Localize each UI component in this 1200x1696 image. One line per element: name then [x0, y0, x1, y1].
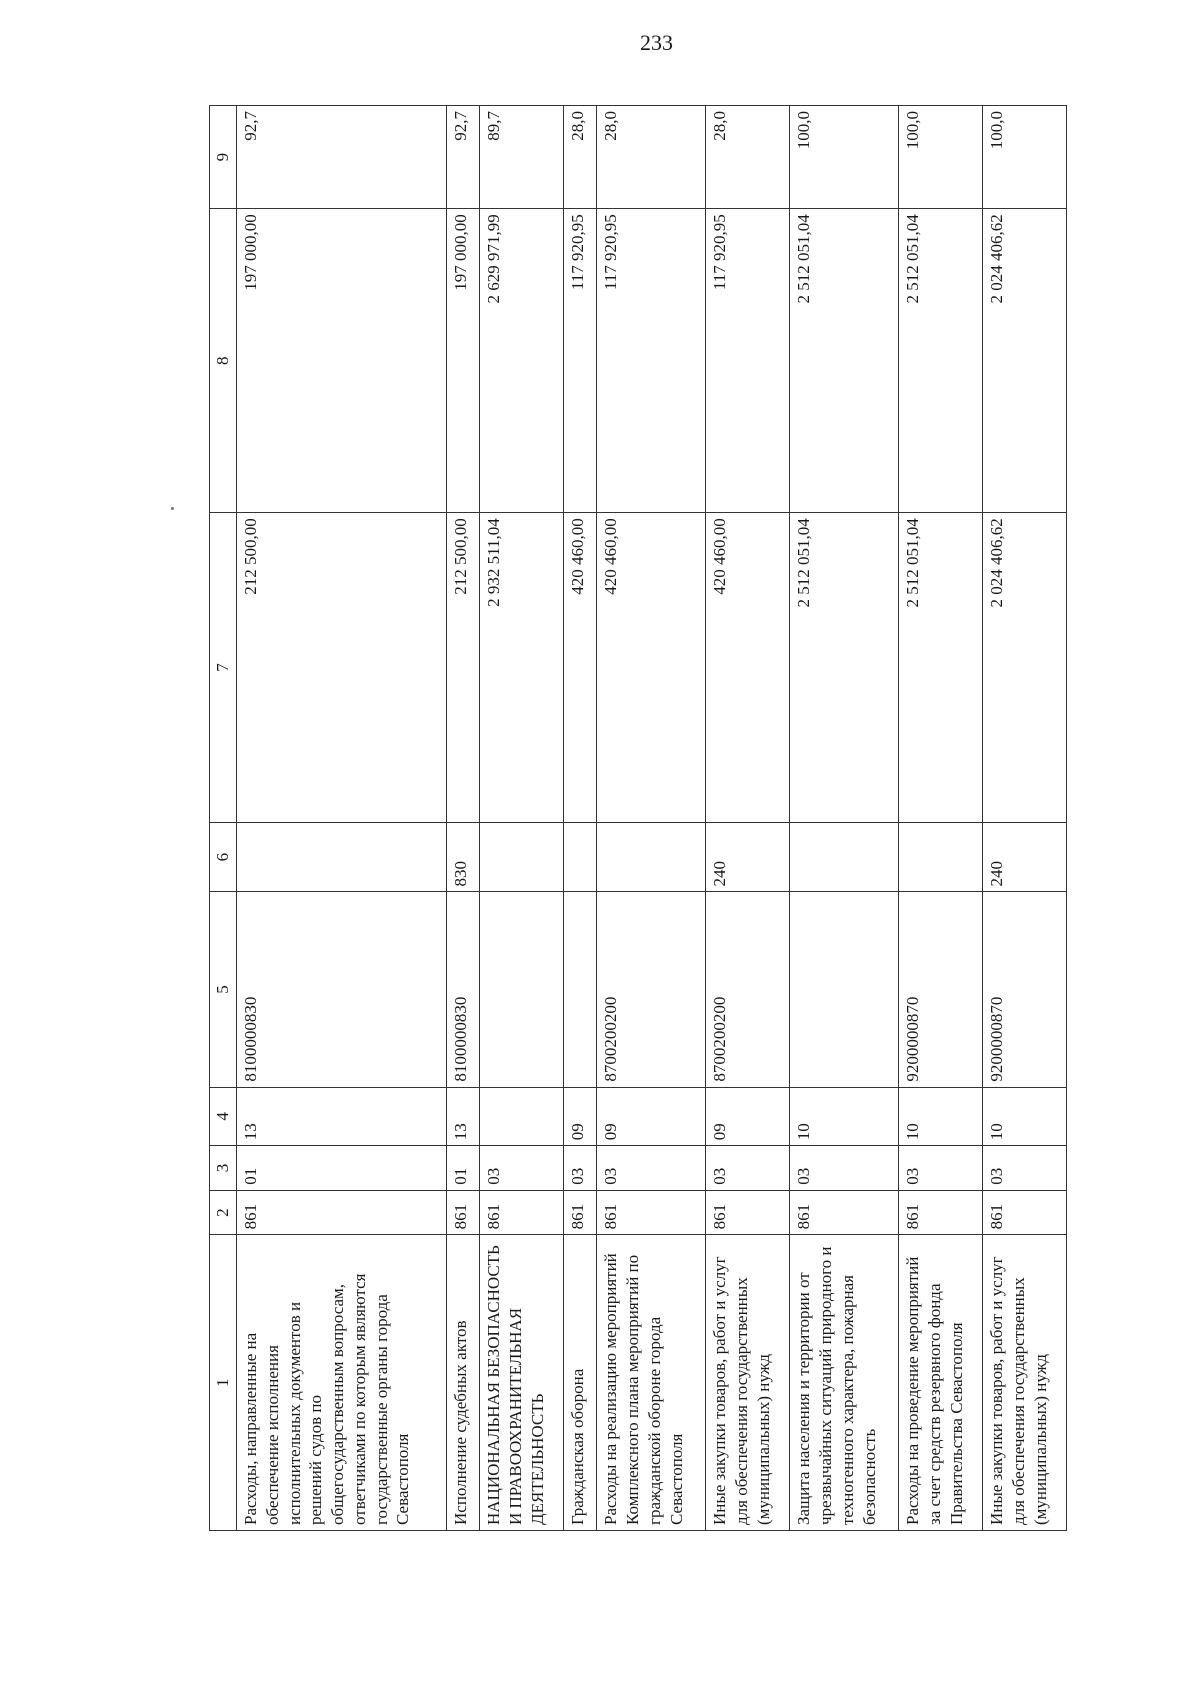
ministry-code: 861 [446, 1190, 479, 1235]
header-row [210, 106, 237, 1531]
page-number: 233 [640, 30, 673, 55]
scan-speck [171, 507, 174, 510]
budget-table [209, 105, 1067, 1531]
execution-percent: 28,0 [597, 106, 706, 209]
expense-type-code [237, 822, 447, 892]
expense-name: Исполнение судебных актов [446, 1235, 479, 1531]
planned-amount: 2 512 051,04 [790, 513, 899, 823]
executed-amount: 117 920,95 [597, 209, 706, 513]
section-code: 01 [446, 1146, 479, 1191]
ministry-code: 861 [706, 1190, 790, 1235]
target-article-code [790, 892, 899, 1087]
executed-amount: 197 000,00 [446, 209, 479, 513]
section-code: 03 [597, 1146, 706, 1191]
section-code: 03 [564, 1146, 597, 1191]
planned-amount: 212 500,00 [446, 513, 479, 823]
table-row [899, 106, 983, 1531]
target-article-code [480, 892, 564, 1087]
execution-percent: 100,0 [983, 106, 1067, 209]
section-code: 03 [983, 1146, 1067, 1191]
expense-type-code [790, 822, 899, 892]
subsection-code: 09 [564, 1087, 597, 1146]
execution-percent: 28,0 [706, 106, 790, 209]
subsection-code: 10 [983, 1087, 1067, 1146]
ministry-code: 861 [983, 1190, 1067, 1235]
executed-amount: 117 920,95 [706, 209, 790, 513]
expense-name: Расходы на реализацию мероприятий Комплексного плана мероприятий по гражданской обороне города Севастополя [597, 1235, 706, 1531]
section-code: 03 [480, 1146, 564, 1191]
section-code: 03 [706, 1146, 790, 1191]
expense-type-code [899, 822, 983, 892]
expense-type-code: 830 [446, 822, 479, 892]
budget-table-rotated [209, 105, 1067, 1531]
table-row [790, 106, 899, 1531]
executed-amount: 2 512 051,04 [899, 209, 983, 513]
target-article-code [564, 892, 597, 1087]
expense-name: НАЦИОНАЛЬНАЯ БЕЗОПАСНОСТЬ И ПРАВООХРАНИТЕЛЬНАЯ ДЕЯТЕЛЬНОСТЬ [480, 1235, 564, 1531]
column-header: 6 [210, 822, 237, 892]
expense-name: Иные закупки товаров, работ и услуг для обеспечения государственных (муниципальных) нужд [983, 1235, 1067, 1531]
column-header: 7 [210, 513, 237, 823]
table-row [446, 106, 479, 1531]
planned-amount: 2 024 406,62 [983, 513, 1067, 823]
planned-amount: 2 512 051,04 [899, 513, 983, 823]
target-article-code: 9200000870 [899, 892, 983, 1087]
execution-percent: 89,7 [480, 106, 564, 209]
expense-type-code [564, 822, 597, 892]
target-article-code: 8100000830 [446, 892, 479, 1087]
column-header: 5 [210, 892, 237, 1087]
ministry-code: 861 [564, 1190, 597, 1235]
subsection-code [480, 1087, 564, 1146]
expense-type-code: 240 [706, 822, 790, 892]
execution-percent: 100,0 [790, 106, 899, 209]
target-article-code: 8700200200 [597, 892, 706, 1087]
ministry-code: 861 [790, 1190, 899, 1235]
ministry-code: 861 [237, 1190, 447, 1235]
planned-amount: 2 932 511,04 [480, 513, 564, 823]
planned-amount: 420 460,00 [564, 513, 597, 823]
subsection-code: 13 [237, 1087, 447, 1146]
executed-amount: 197 000,00 [237, 209, 447, 513]
column-header: 4 [210, 1087, 237, 1146]
table-row [237, 106, 447, 1531]
expense-name: Иные закупки товаров, работ и услуг для обеспечения государственных (муниципальных) нужд [706, 1235, 790, 1531]
executed-amount: 117 920,95 [564, 209, 597, 513]
section-code: 01 [237, 1146, 447, 1191]
ministry-code: 861 [480, 1190, 564, 1235]
table-row [480, 106, 564, 1531]
executed-amount: 2 512 051,04 [790, 209, 899, 513]
executed-amount: 2 024 406,62 [983, 209, 1067, 513]
expense-name: Расходы на проведение мероприятий за счет средств резервного фонда Правительства Севастополя [899, 1235, 983, 1531]
table-row [564, 106, 597, 1531]
subsection-code: 10 [790, 1087, 899, 1146]
expense-type-code [480, 822, 564, 892]
subsection-code: 09 [706, 1087, 790, 1146]
table-row [983, 106, 1067, 1531]
subsection-code: 13 [446, 1087, 479, 1146]
execution-percent: 100,0 [899, 106, 983, 209]
subsection-code: 09 [597, 1087, 706, 1146]
table-row [706, 106, 790, 1531]
execution-percent: 92,7 [237, 106, 447, 209]
target-article-code: 8700200200 [706, 892, 790, 1087]
column-header: 8 [210, 209, 237, 513]
subsection-code: 10 [899, 1087, 983, 1146]
column-header: 3 [210, 1146, 237, 1191]
target-article-code: 8100000830 [237, 892, 447, 1087]
section-code: 03 [790, 1146, 899, 1191]
executed-amount: 2 629 971,99 [480, 209, 564, 513]
column-header: 2 [210, 1190, 237, 1235]
ministry-code: 861 [899, 1190, 983, 1235]
target-article-code: 9200000870 [983, 892, 1067, 1087]
expense-name: Гражданская оборона [564, 1235, 597, 1531]
expense-type-code: 240 [983, 822, 1067, 892]
column-header: 1 [210, 1235, 237, 1531]
table-row [597, 106, 706, 1531]
expense-type-code [597, 822, 706, 892]
execution-percent: 28,0 [564, 106, 597, 209]
planned-amount: 420 460,00 [597, 513, 706, 823]
column-header: 9 [210, 106, 237, 209]
execution-percent: 92,7 [446, 106, 479, 209]
planned-amount: 420 460,00 [706, 513, 790, 823]
ministry-code: 861 [597, 1190, 706, 1235]
section-code: 03 [899, 1146, 983, 1191]
expense-name: Защита населения и территории от чрезвычайных ситуаций природного и техногенного характера, пожарная безопасность [790, 1235, 899, 1531]
expense-name: Расходы, направленные на обеспечение исполнения исполнительных документов и решений судов по общегосударственным вопросам, ответчиками по которым являются государственные органы города Севастополя [237, 1235, 447, 1531]
planned-amount: 212 500,00 [237, 513, 447, 823]
